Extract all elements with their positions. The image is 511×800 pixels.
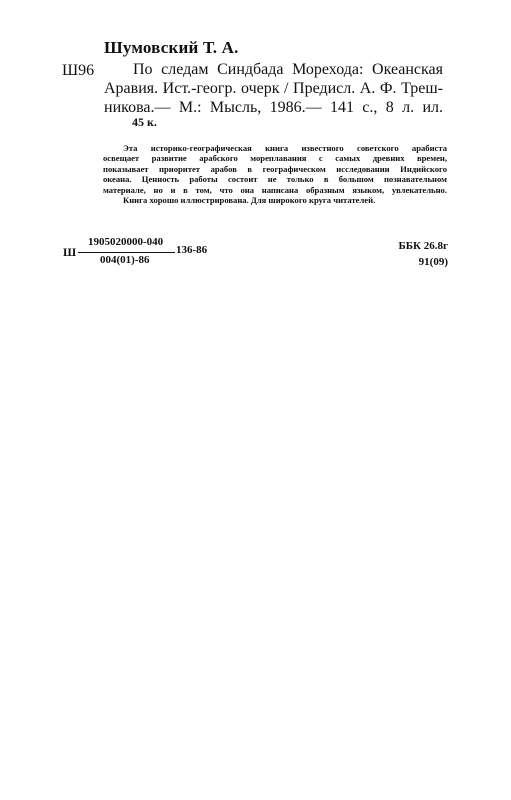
annotation-line: Эта историко-географическая книга известного советского арабиста: [123, 143, 447, 153]
annotation-line: освещает развитие арабского мореплавания с самых древних времен,: [103, 153, 447, 164]
annotation-block: [103, 143, 447, 205]
title-line: Аравия. Ист.-геогр. очерк / Предисл. А. Ф. Треш-: [104, 80, 443, 97]
classification-numerator: 1905020000-040: [88, 236, 164, 248]
bbk-subcode: 91(09): [418, 256, 448, 268]
fraction-divider: [78, 252, 175, 253]
annotation-line: океана. Ценность работы состоит не только в большом познавательном: [103, 174, 447, 185]
index-code: Ш96: [62, 62, 95, 79]
title-block: [104, 60, 443, 117]
title-line: никова.— М.: Мысль, 1986.— 141 с., 8 л. ил.: [104, 99, 443, 116]
title-line: По следам Синдбада Морехода: Океанская: [133, 61, 443, 78]
classification-letter: Ш: [63, 245, 77, 259]
classification-denominator: 004(01)-86: [100, 254, 150, 266]
price: 45 к.: [132, 115, 157, 129]
classification-side-code: 136-86: [176, 244, 208, 256]
annotation-line: Книга хорошо иллюстрирована. Для широкого круга читателей.: [123, 195, 376, 206]
annotation-line: показывает приоритет арабов в географическом исследовании Индийского: [103, 163, 447, 174]
author-name: Шумовский Т. А.: [104, 38, 239, 57]
bbk-code: ББК 26.8г: [398, 240, 448, 252]
annotation-line: материале, но и в том, что она написана образным языком, увлекательно.: [103, 184, 447, 195]
